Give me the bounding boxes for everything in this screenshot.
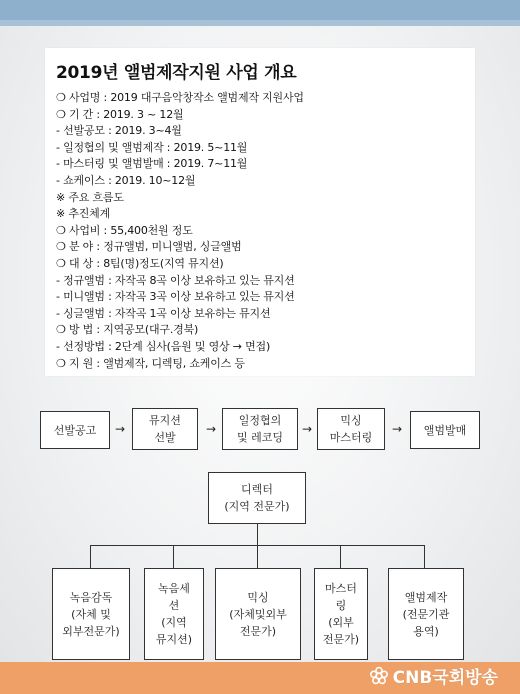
org-director: 디렉터 (지역 전문가) bbox=[208, 472, 306, 524]
flow-arrow: → bbox=[392, 422, 403, 436]
connector-line bbox=[257, 524, 258, 545]
flow-arrow: → bbox=[206, 422, 217, 436]
flow-arrow: → bbox=[115, 422, 126, 436]
overview-line: ❍ 사업비 : 55,400천원 정도 bbox=[56, 223, 193, 237]
overview-line: ❍ 지 원 : 앨범제작, 디렉팅, 쇼케이스 등 bbox=[56, 356, 245, 370]
connector-line bbox=[257, 545, 258, 568]
flow-step-recording: 일정협의 및 레코딩 bbox=[222, 408, 298, 450]
overview-line: ※ 주요 흐름도 bbox=[56, 190, 124, 204]
connector-line bbox=[90, 545, 91, 568]
org-mastering: 마스터 링 (외부 전문가) bbox=[314, 568, 368, 660]
connector-line bbox=[173, 545, 174, 568]
overview-line: ❍ 사업명 : 2019 대구음악창작소 앨범제작 지원사업 bbox=[56, 91, 304, 104]
org-recording-director: 녹음감독 (자체 및 외부전문가) bbox=[52, 568, 130, 660]
overview-line: - 일정협의 및 앨범제작 : 2019. 5~11월 bbox=[56, 140, 248, 154]
org-album-production: 앨범제작 (전문기관 용역) bbox=[388, 568, 464, 660]
flow-step-selection: 뮤지션 선발 bbox=[132, 408, 198, 450]
logo-text: CNB국회방송 bbox=[392, 668, 498, 688]
broadcaster-logo bbox=[369, 663, 498, 688]
overview-line: ❍ 기 간 : 2019. 3 ~ 12월 bbox=[56, 107, 184, 121]
overview-line: ❍ 분 야 : 정규앨범, 미니앨범, 싱글앨범 bbox=[56, 240, 242, 254]
overview-line: - 미니앨범 : 자작곡 3곡 이상 보유하고 있는 뮤지션 bbox=[56, 290, 295, 304]
overview-line: - 선발공모 : 2019. 3~4월 bbox=[56, 124, 182, 138]
overview-line: - 마스터링 및 앨범발매 : 2019. 7~11월 bbox=[56, 157, 248, 171]
flow-step-mixing: 믹싱 마스터링 bbox=[317, 408, 385, 450]
overview-line: - 정규앨범 : 자작곡 8곡 이상 보유하고 있는 뮤지션 bbox=[56, 273, 295, 287]
connector-line bbox=[340, 545, 341, 568]
connector-line bbox=[424, 545, 425, 568]
org-recording-session: 녹음세 션 (지역 뮤지션) bbox=[144, 568, 204, 660]
overview-line: ※ 추진체계 bbox=[56, 207, 111, 221]
flow-step-announcement: 선발공고 bbox=[40, 411, 110, 449]
page-title: 2019년 앨범제작지원 사업 개요 bbox=[56, 63, 297, 83]
org-mixing: 믹싱 (자체및외부 전문가) bbox=[215, 568, 301, 660]
overview-line: - 쇼케이스 : 2019. 10~12월 bbox=[56, 173, 196, 187]
overview-line: ❍ 대 상 : 8팀(명)정도(지역 뮤지션) bbox=[56, 256, 224, 270]
flower-icon bbox=[369, 666, 389, 686]
flow-arrow: → bbox=[302, 422, 313, 436]
overview-list bbox=[56, 90, 304, 372]
top-band bbox=[0, 0, 520, 26]
overview-line: - 선정방법 : 2단계 심사(음원 및 영상 → 면접) bbox=[56, 339, 271, 353]
flow-step-release: 앨범발매 bbox=[410, 411, 480, 449]
overview-line: - 싱글앨범 : 자작곡 1곡 이상 보유하는 뮤지션 bbox=[56, 306, 271, 320]
overview-line: ❍ 방 법 : 지역공모(대구.경북) bbox=[56, 323, 199, 337]
